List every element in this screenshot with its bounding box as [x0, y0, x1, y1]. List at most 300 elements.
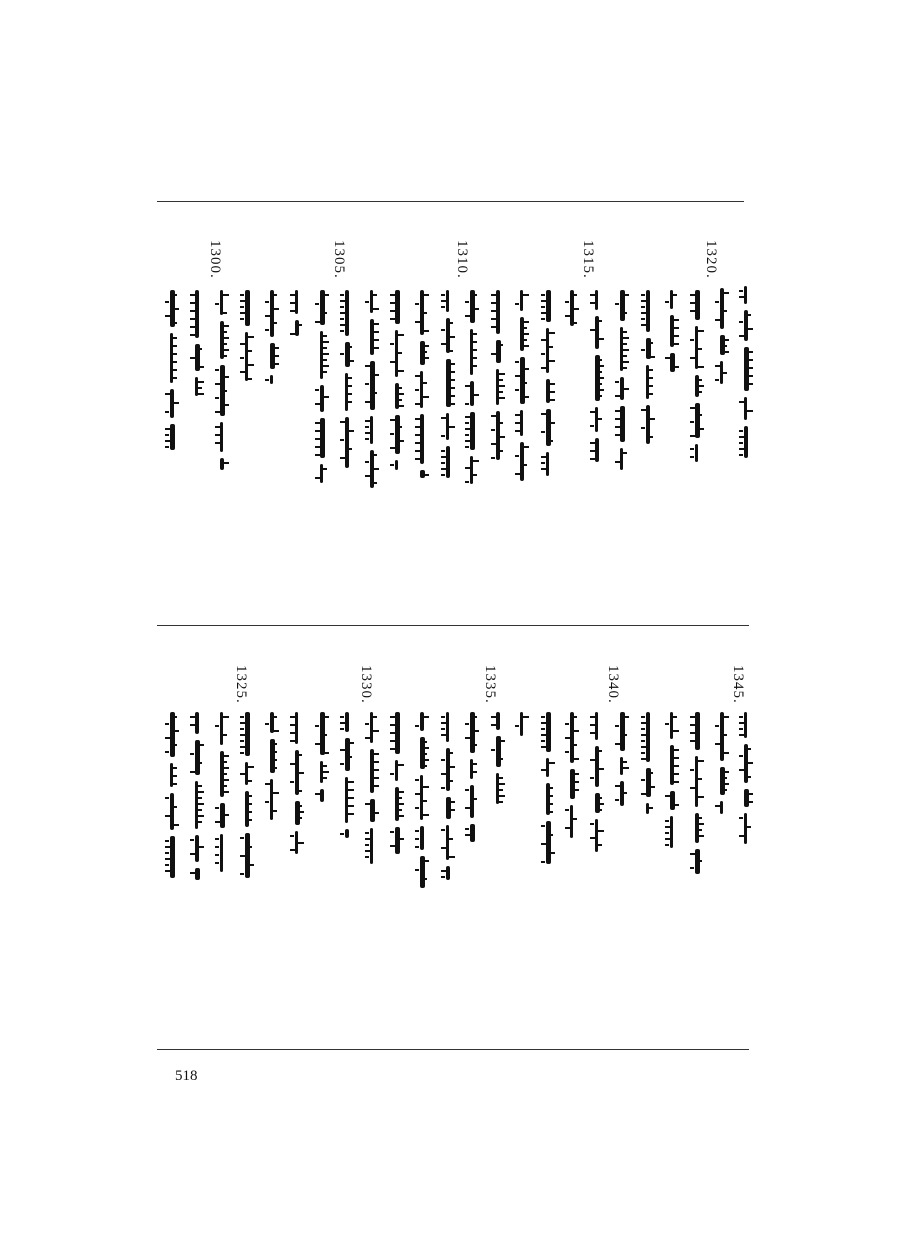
glyph-stroke — [739, 755, 743, 757]
glyph-stroke — [491, 294, 497, 296]
glyph-stroke — [372, 294, 377, 296]
glyph-stroke — [448, 379, 455, 381]
glyph-stroke — [697, 823, 704, 825]
glyph-stroke — [498, 422, 503, 424]
glyph-stroke — [422, 357, 429, 359]
glyph-stroke — [590, 294, 596, 296]
script-word — [320, 464, 323, 483]
glyph-stroke — [597, 377, 604, 379]
glyph-stroke — [322, 396, 329, 398]
glyph-stroke — [472, 460, 479, 462]
glyph-stroke — [641, 312, 647, 314]
glyph-stroke — [222, 755, 229, 757]
glyph-stroke — [597, 383, 602, 385]
glyph-stroke — [172, 767, 177, 769]
glyph-stroke — [597, 389, 604, 391]
glyph-stroke — [541, 318, 545, 320]
script-word — [270, 779, 273, 820]
glyph-stroke — [722, 310, 727, 312]
glyph-stroke — [265, 723, 269, 725]
glyph-stroke — [322, 353, 329, 355]
glyph-stroke — [697, 760, 704, 762]
glyph-stroke — [172, 402, 179, 404]
glyph-stroke — [522, 333, 529, 335]
text-line — [340, 712, 354, 838]
glyph-stroke — [422, 786, 429, 788]
text-line — [739, 712, 753, 852]
glyph-stroke — [422, 800, 427, 802]
glyph-stroke — [739, 430, 743, 432]
glyph-stroke — [190, 357, 196, 359]
glyph-stroke — [722, 345, 727, 347]
glyph-stroke — [498, 783, 505, 785]
glyph-stroke — [441, 847, 447, 849]
glyph-stroke — [441, 716, 445, 718]
glyph-stroke — [422, 747, 429, 749]
script-word — [720, 801, 723, 814]
script-word — [320, 789, 324, 802]
text-line — [515, 712, 529, 736]
glyph-stroke — [197, 744, 204, 746]
glyph-stroke — [415, 321, 421, 323]
glyph-stroke — [172, 308, 179, 310]
glyph-stroke — [548, 440, 553, 442]
script-word — [570, 805, 573, 838]
glyph-stroke — [622, 337, 629, 339]
glyph-stroke — [548, 332, 555, 334]
glyph-stroke — [247, 795, 252, 797]
glyph-stroke — [641, 716, 645, 718]
glyph-stroke — [247, 803, 252, 805]
glyph-stroke — [265, 301, 269, 303]
line-number: 1300. — [207, 240, 223, 279]
glyph-stroke — [722, 351, 729, 353]
glyph-stroke — [472, 730, 479, 732]
glyph-stroke — [739, 448, 745, 450]
glyph-stroke — [240, 357, 244, 359]
glyph-stroke — [222, 785, 227, 787]
glyph-stroke — [247, 780, 252, 782]
glyph-stroke — [290, 716, 296, 718]
glyph-stroke — [522, 321, 529, 323]
glyph-stroke — [441, 462, 445, 464]
page-number: 518 — [175, 1068, 198, 1084]
glyph-stroke — [340, 716, 344, 718]
text-line — [641, 712, 655, 814]
glyph-stroke — [197, 366, 204, 368]
glyph-stroke — [390, 716, 396, 718]
glyph-stroke — [641, 734, 647, 736]
glyph-stroke — [690, 357, 696, 359]
glyph-stroke — [441, 417, 447, 419]
glyph-stroke — [422, 396, 429, 398]
glyph-stroke — [347, 385, 352, 387]
glyph-stroke — [240, 294, 244, 296]
glyph-stroke — [541, 769, 547, 771]
glyph-stroke — [690, 448, 694, 450]
glyph-stroke — [172, 730, 179, 732]
glyph-stroke — [365, 365, 371, 367]
glyph-stroke — [215, 854, 219, 856]
glyph-stroke — [690, 716, 696, 718]
glyph-stroke — [491, 724, 497, 726]
text-line — [739, 286, 753, 458]
glyph-stroke — [622, 349, 629, 351]
glyph-stroke — [715, 319, 721, 321]
glyph-stroke — [290, 835, 294, 837]
glyph-stroke — [739, 296, 745, 298]
glyph-stroke — [340, 312, 346, 314]
glyph-stroke — [272, 759, 277, 761]
glyph-stroke — [372, 812, 379, 814]
glyph-stroke — [172, 783, 177, 785]
glyph-stroke — [622, 367, 627, 369]
glyph-stroke — [515, 422, 521, 424]
script-word — [345, 417, 349, 468]
glyph-stroke — [197, 846, 204, 848]
glyph-stroke — [165, 434, 169, 436]
glyph-stroke — [472, 308, 479, 310]
glyph-stroke — [522, 396, 529, 398]
glyph-stroke — [665, 838, 671, 840]
glyph-stroke — [615, 743, 621, 745]
glyph-stroke — [240, 873, 244, 875]
glyph-stroke — [641, 722, 647, 724]
glyph-stroke — [422, 860, 429, 862]
glyph-stroke — [522, 339, 527, 341]
glyph-stroke — [340, 728, 344, 730]
glyph-stroke — [648, 807, 653, 809]
glyph-stroke — [548, 811, 553, 813]
glyph-stroke — [498, 397, 505, 399]
glyph-stroke — [622, 734, 627, 736]
text-line — [565, 290, 579, 326]
glyph-stroke — [315, 477, 321, 479]
glyph-stroke — [315, 422, 321, 424]
glyph-stroke — [390, 447, 396, 449]
glyph-stroke — [297, 790, 302, 792]
glyph-stroke — [491, 415, 497, 417]
glyph-stroke — [290, 781, 294, 783]
glyph-stroke — [672, 343, 679, 345]
glyph-stroke — [465, 481, 469, 483]
glyph-stroke — [541, 339, 547, 341]
glyph-stroke — [197, 393, 204, 395]
glyph-stroke — [541, 716, 545, 718]
glyph-stroke — [172, 369, 177, 371]
glyph-stroke — [222, 791, 229, 793]
glyph-stroke — [565, 751, 569, 753]
glyph-stroke — [322, 734, 327, 736]
glyph-stroke — [372, 323, 379, 325]
glyph-stroke — [397, 764, 404, 766]
glyph-stroke — [297, 324, 302, 326]
glyph-stroke — [622, 767, 629, 769]
glyph-stroke — [222, 337, 229, 339]
glyph-stroke — [441, 456, 447, 458]
glyph-stroke — [422, 765, 427, 767]
glyph-stroke — [415, 375, 421, 377]
glyph-stroke — [590, 823, 594, 825]
glyph-stroke — [172, 345, 177, 347]
glyph-stroke — [641, 728, 645, 730]
glyph-stroke — [498, 436, 505, 438]
glyph-stroke — [222, 734, 227, 736]
glyph-stroke — [190, 872, 196, 874]
script-word — [270, 375, 273, 384]
glyph-stroke — [498, 758, 503, 760]
glyph-stroke — [415, 458, 421, 460]
glyph-stroke — [272, 716, 277, 718]
glyph-stroke — [247, 766, 254, 768]
glyph-stroke — [515, 473, 521, 475]
glyph-stroke — [590, 777, 594, 779]
glyph-stroke — [722, 752, 729, 754]
glyph-stroke — [597, 809, 602, 811]
glyph-stroke — [641, 294, 645, 296]
glyph-stroke — [197, 797, 202, 799]
glyph-stroke — [615, 434, 621, 436]
glyph-stroke — [672, 294, 677, 296]
glyph-stroke — [297, 772, 304, 774]
glyph-stroke — [215, 303, 219, 305]
text-line — [240, 290, 254, 382]
glyph-stroke — [672, 804, 679, 806]
glyph-stroke — [665, 795, 671, 797]
glyph-stroke — [615, 461, 621, 463]
glyph-stroke — [541, 843, 547, 845]
glyph-stroke — [340, 324, 346, 326]
glyph-stroke — [390, 464, 394, 466]
glyph-stroke — [190, 294, 196, 296]
glyph-stroke — [441, 450, 445, 452]
glyph-stroke — [615, 395, 621, 397]
text-line — [515, 290, 529, 484]
glyph-stroke — [465, 723, 469, 725]
glyph-stroke — [347, 360, 354, 362]
glyph-stroke — [190, 724, 196, 726]
glyph-stroke — [397, 809, 402, 811]
glyph-stroke — [465, 301, 469, 303]
glyph-stroke — [541, 413, 547, 415]
glyph-stroke — [315, 725, 319, 727]
glyph-stroke — [222, 462, 229, 464]
glyph-stroke — [365, 832, 369, 834]
glyph-stroke — [165, 846, 171, 848]
glyph-stroke — [491, 429, 495, 431]
line-number: 1335. — [482, 665, 498, 704]
script-word — [446, 446, 450, 478]
glyph-stroke — [315, 430, 321, 432]
glyph-stroke — [515, 303, 519, 305]
glyph-stroke — [615, 426, 621, 428]
glyph-stroke — [548, 399, 555, 401]
glyph-stroke — [372, 761, 379, 763]
script-word — [420, 712, 424, 731]
glyph-stroke — [672, 765, 679, 767]
glyph-stroke — [172, 322, 177, 324]
glyph-stroke — [739, 728, 743, 730]
glyph-stroke — [415, 434, 421, 436]
text-line — [541, 290, 555, 476]
glyph-stroke — [572, 744, 577, 746]
script-word — [170, 712, 175, 757]
glyph-stroke — [422, 716, 429, 718]
glyph-stroke — [541, 462, 545, 464]
glyph-stroke — [665, 723, 669, 725]
glyph-stroke — [715, 725, 719, 727]
glyph-stroke — [240, 722, 246, 724]
glyph-stroke — [365, 737, 371, 739]
text-line — [190, 712, 204, 880]
top-rule — [157, 201, 744, 202]
text-line — [240, 712, 254, 878]
script-word — [420, 414, 424, 464]
text-line — [465, 712, 479, 842]
glyph-stroke — [265, 329, 269, 331]
glyph-stroke — [390, 318, 396, 320]
text-line — [390, 712, 404, 854]
glyph-stroke — [648, 418, 655, 420]
glyph-stroke — [491, 310, 497, 312]
line-number: 1345. — [730, 665, 746, 704]
glyph-stroke — [240, 300, 246, 302]
glyph-stroke — [541, 353, 545, 355]
text-line — [215, 712, 229, 884]
text-line — [365, 712, 379, 864]
glyph-stroke — [165, 428, 171, 430]
glyph-stroke — [240, 746, 246, 748]
glyph-stroke — [697, 379, 702, 381]
glyph-stroke — [515, 389, 519, 391]
glyph-stroke — [597, 338, 604, 340]
glyph-stroke — [746, 351, 753, 353]
glyph-stroke — [272, 347, 279, 349]
glyph-stroke — [515, 375, 521, 377]
glyph-stroke — [472, 744, 477, 746]
glyph-stroke — [572, 322, 577, 324]
glyph-stroke — [746, 359, 753, 361]
glyph-stroke — [365, 850, 371, 852]
script-word — [546, 758, 549, 777]
script-word — [345, 829, 349, 838]
glyph-stroke — [697, 860, 702, 862]
text-line — [415, 712, 429, 888]
glyph-stroke — [498, 391, 503, 393]
glyph-stroke — [197, 762, 202, 764]
glyph-stroke — [422, 814, 429, 816]
glyph-stroke — [572, 789, 579, 791]
glyph-stroke — [415, 389, 419, 391]
glyph-stroke — [172, 744, 177, 746]
glyph-stroke — [215, 411, 221, 413]
glyph-stroke — [441, 773, 447, 775]
glyph-stroke — [541, 300, 547, 302]
glyph-stroke — [222, 814, 229, 816]
script-word — [320, 385, 324, 412]
glyph-stroke — [697, 428, 704, 430]
glyph-stroke — [548, 360, 555, 362]
glyph-stroke — [448, 801, 455, 803]
glyph-stroke — [572, 758, 579, 760]
glyph-stroke — [322, 335, 327, 337]
glyph-stroke — [165, 797, 169, 799]
text-line — [441, 290, 455, 478]
glyph-stroke — [548, 852, 555, 854]
glyph-stroke — [165, 315, 171, 317]
script-word — [270, 290, 274, 337]
glyph-stroke — [322, 468, 327, 470]
glyph-stroke — [172, 353, 177, 355]
text-line — [365, 290, 379, 488]
glyph-stroke — [215, 725, 219, 727]
glyph-stroke — [390, 343, 394, 345]
glyph-stroke — [165, 864, 169, 866]
glyph-stroke — [448, 752, 453, 754]
glyph-stroke — [465, 403, 469, 405]
glyph-stroke — [340, 439, 344, 441]
text-line — [615, 290, 629, 470]
glyph-stroke — [622, 361, 629, 363]
glyph-stroke — [247, 819, 252, 821]
glyph-stroke — [565, 827, 571, 829]
glyph-stroke — [390, 724, 396, 726]
glyph-stroke — [315, 454, 321, 456]
glyph-stroke — [422, 345, 429, 347]
script-word — [245, 290, 250, 326]
glyph-stroke — [622, 343, 627, 345]
script-word — [446, 748, 450, 791]
glyph-stroke — [340, 353, 344, 355]
glyph-stroke — [672, 757, 679, 759]
glyph-stroke — [240, 740, 244, 742]
glyph-stroke — [397, 370, 404, 372]
glyph-stroke — [197, 785, 202, 787]
glyph-stroke — [365, 838, 371, 840]
text-line — [265, 290, 279, 384]
glyph-stroke — [472, 294, 477, 296]
glyph-stroke — [372, 339, 379, 341]
glyph-stroke — [465, 428, 471, 430]
glyph-stroke — [190, 318, 196, 320]
glyph-stroke — [415, 403, 421, 405]
glyph-stroke — [472, 349, 477, 351]
script-word — [195, 835, 199, 862]
glyph-stroke — [340, 749, 346, 751]
glyph-stroke — [397, 399, 402, 401]
text-line — [715, 712, 729, 814]
glyph-stroke — [415, 418, 421, 420]
glyph-stroke — [372, 482, 377, 484]
glyph-stroke — [340, 300, 346, 302]
glyph-stroke — [472, 798, 477, 800]
glyph-stroke — [665, 357, 671, 359]
glyph-stroke — [441, 870, 447, 872]
glyph-stroke — [315, 793, 321, 795]
glyph-stroke — [322, 359, 327, 361]
glyph-stroke — [572, 308, 579, 310]
glyph-stroke — [548, 803, 553, 805]
glyph-stroke — [498, 450, 503, 452]
glyph-stroke — [590, 716, 596, 718]
script-word — [595, 819, 598, 852]
glyph-stroke — [365, 426, 369, 428]
glyph-stroke — [322, 716, 329, 718]
glyph-stroke — [515, 361, 519, 363]
glyph-stroke — [465, 467, 471, 469]
script-word — [395, 460, 398, 470]
script-word — [695, 756, 698, 807]
